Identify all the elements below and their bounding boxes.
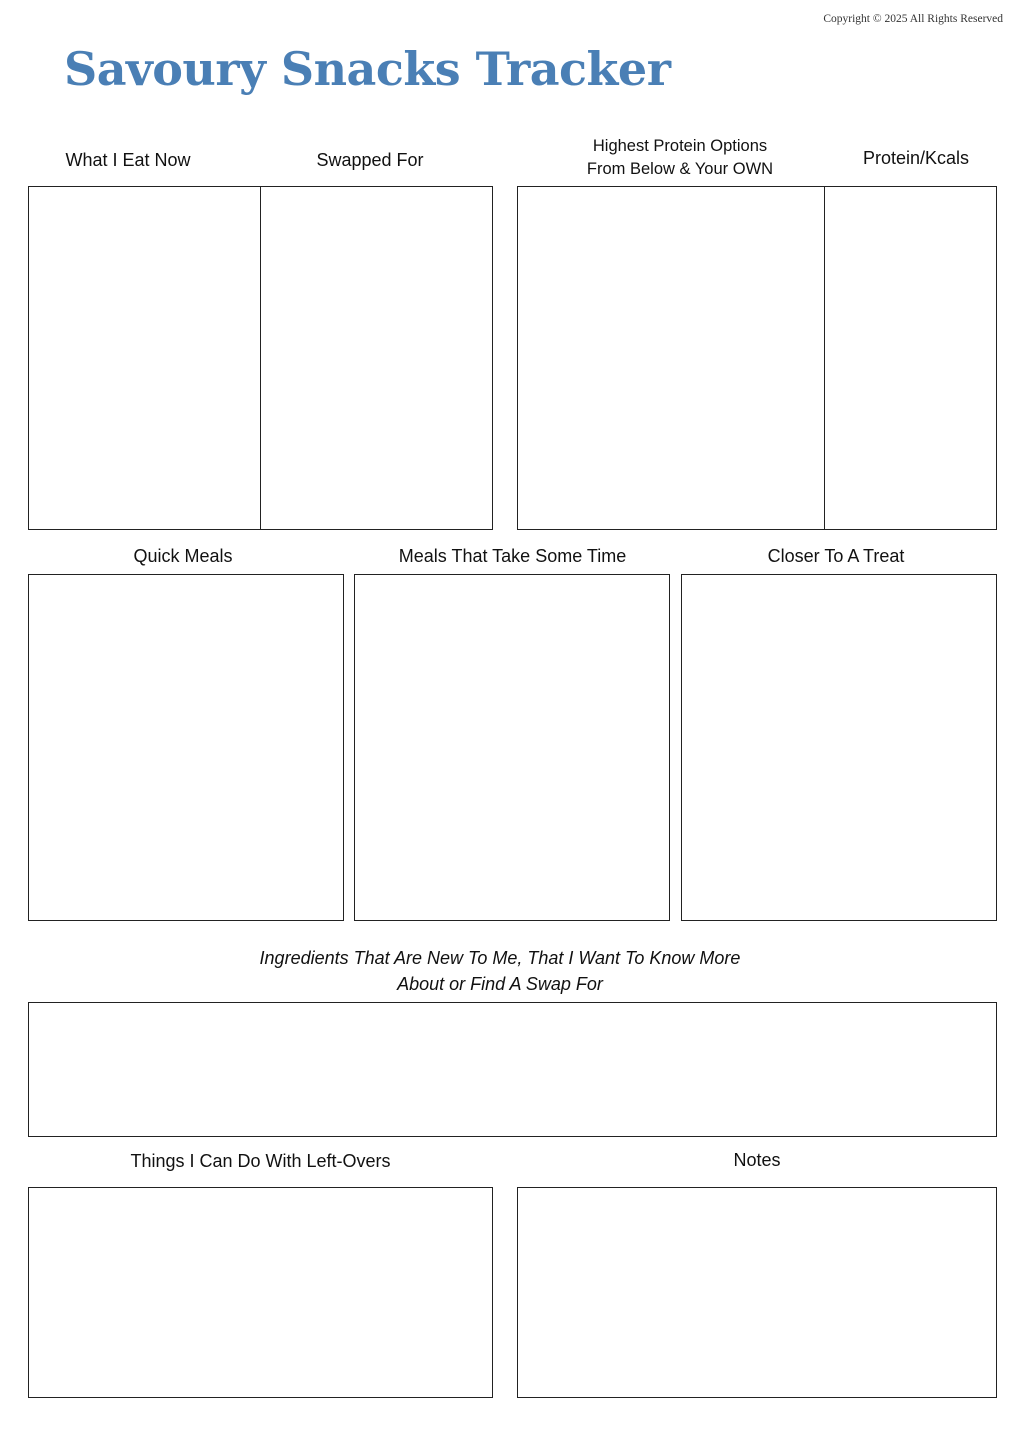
box-protein-options[interactable]: [517, 186, 997, 530]
label-notes: Notes: [733, 1150, 781, 1170]
column-divider: [260, 187, 261, 529]
label-new-ingredients-line1: Ingredients That Are New To Me, That I Want To Know More: [259, 948, 741, 968]
label-swapped-for: Swapped For: [316, 150, 424, 170]
copyright-notice: Copyright © 2025 All Rights Reserved: [823, 13, 1003, 25]
label-closer-to-treat: Closer To A Treat: [767, 546, 905, 566]
column-divider: [824, 187, 825, 529]
box-new-ingredients[interactable]: [28, 1002, 997, 1137]
label-meals-take-time: Meals That Take Some Time: [398, 546, 627, 566]
box-quick-meals[interactable]: [28, 574, 344, 921]
box-leftovers[interactable]: [28, 1187, 493, 1398]
label-highest-protein-line2: From Below & Your OWN: [586, 160, 774, 178]
label-leftovers: Things I Can Do With Left-Overs: [130, 1151, 391, 1171]
label-highest-protein-options: [540, 135, 820, 181]
label-new-ingredients: [200, 945, 800, 997]
label-highest-protein-line1: Highest Protein Options: [592, 137, 768, 155]
label-what-i-eat-now: What I Eat Now: [65, 150, 191, 170]
label-protein-kcals: Protein/Kcals: [862, 148, 970, 168]
label-new-ingredients-line2: About or Find A Swap For: [397, 974, 603, 994]
box-closer-to-treat[interactable]: [681, 574, 997, 921]
box-meals-take-time[interactable]: [354, 574, 670, 921]
box-what-i-eat-swapped[interactable]: [28, 186, 493, 530]
page-title: Savoury Snacks Tracker: [64, 42, 671, 96]
box-notes[interactable]: [517, 1187, 997, 1398]
label-quick-meals: Quick Meals: [133, 546, 233, 566]
